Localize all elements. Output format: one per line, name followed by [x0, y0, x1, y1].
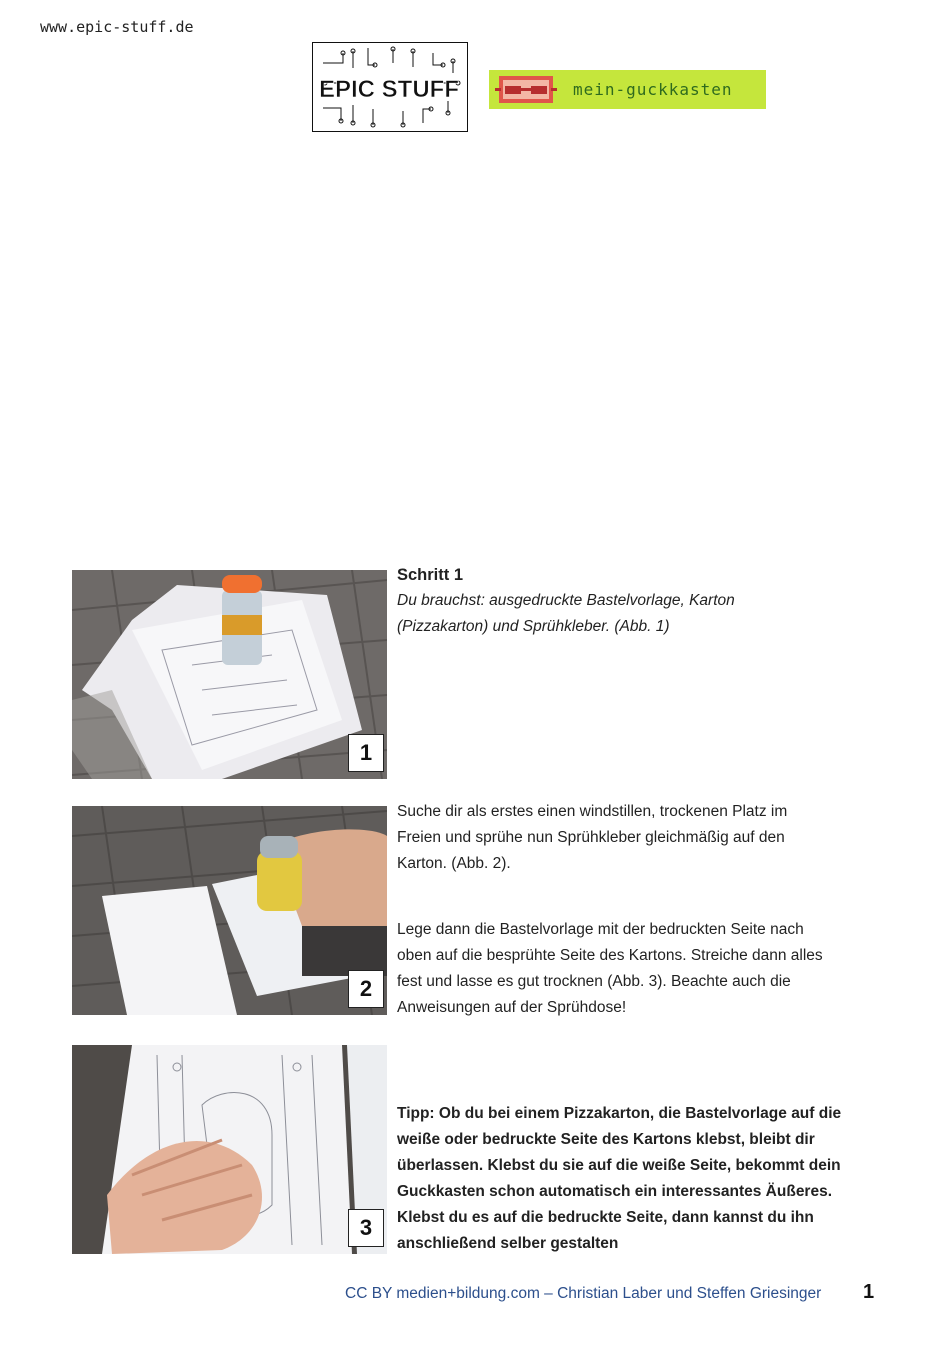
tip-line: überlassen. Klebst du sie auf die weiße Seite, bekommt dein [397, 1157, 841, 1174]
step2-line: Freien und sprühe nun Sprühkleber gleichmäßig auf den [397, 829, 785, 846]
tip-line: Tipp: Ob du bei einem Pizzakarton, die Bastelvorlage auf die [397, 1105, 842, 1122]
footer-credit: CC BY medien+bildung.com – Christian Laber und Steffen Griesinger [345, 1285, 822, 1302]
tip-paragraph [397, 1101, 867, 1257]
step2-line: fest und lasse es gut trocknen (Abb. 3). Beachte auch die [397, 973, 791, 990]
step2-line: Karton. (Abb. 2). [397, 855, 511, 872]
step1-materials-line: (Pizzakarton) und Sprühkleber. (Abb. 1) [397, 618, 670, 635]
photo-materials [72, 570, 387, 779]
logo-guck-text: mein-guckkasten [573, 80, 733, 99]
tip-line: Klebst du es auf die bedruckte Seite, dann kannst du ihn [397, 1209, 814, 1226]
step2-line: Suche dir als erstes einen windstillen, trockenen Platz im [397, 803, 788, 820]
guckkasten-glasses-icon [495, 74, 557, 105]
site-url: www.epic-stuff.de [40, 18, 194, 36]
figure-number-badge: 3 [348, 1209, 384, 1247]
tip-line: weiße oder bedruckte Seite des Kartons klebst, bleibt dir [397, 1131, 815, 1148]
photo-pressing [72, 1045, 387, 1254]
pressing-image [72, 1045, 387, 1254]
step2-line: oben auf die besprühte Seite des Kartons. Streiche dann alles [397, 947, 823, 964]
page-number: 1 [863, 1281, 875, 1303]
photo-spraying [72, 806, 387, 1015]
mein-guckkasten-logo [489, 70, 766, 109]
tip-line: anschließend selber gestalten [397, 1235, 619, 1252]
step1-text [397, 562, 867, 640]
step2-line: Lege dann die Bastelvorlage mit der bedruckten Seite nach [397, 921, 804, 938]
materials-image [72, 570, 387, 779]
step2-line: Anweisungen auf der Sprühdose! [397, 999, 627, 1016]
logo-epic-text: EPIC STUFF [318, 76, 460, 103]
epic-stuff-logo [312, 42, 468, 132]
figure-number-badge: 1 [348, 734, 384, 772]
step2-paragraph-2 [397, 917, 867, 1021]
circuit-logo-graphic [313, 43, 466, 130]
step1-heading: Schritt 1 [397, 566, 464, 584]
figure-number-badge: 2 [348, 970, 384, 1008]
step1-materials-line: Du brauchst: ausgedruckte Bastelvorlage, Karton [397, 592, 735, 609]
step2-paragraph-1 [397, 799, 867, 877]
spraying-image [72, 806, 387, 1015]
tip-line: Guckkasten schon automatisch ein interessantes Äußeres. [397, 1183, 833, 1200]
